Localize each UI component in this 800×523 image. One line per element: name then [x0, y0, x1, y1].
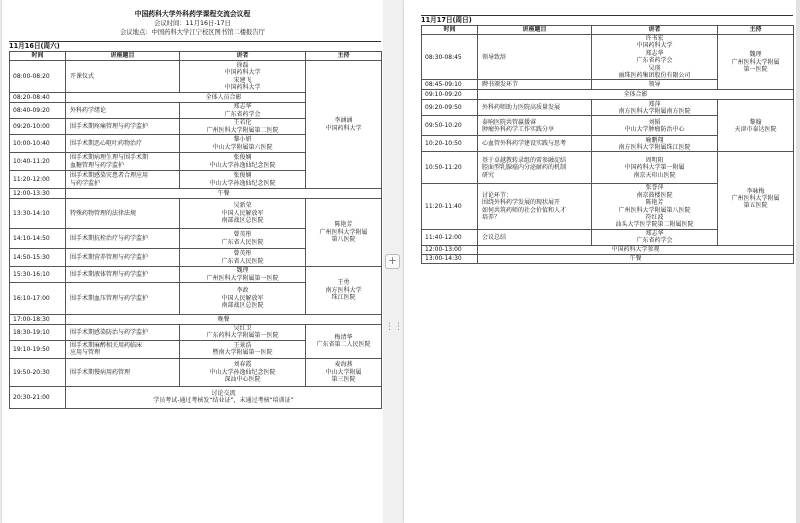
text-line: 开课仪式 — [70, 72, 95, 80]
text-line: 中山大学肿瘤防治中心 — [624, 125, 685, 133]
text-line: 全体人员合影 — [205, 93, 242, 101]
text-line: 中国人民解放军 — [221, 209, 264, 217]
text-line: 广东省人民医院 — [221, 257, 264, 265]
time-cell: 08:30-08:45 — [422, 35, 478, 80]
speaker-cell — [180, 135, 306, 153]
text-line: 李政 — [236, 287, 249, 295]
text-line: 许书宏 — [645, 35, 664, 42]
merged-cell — [478, 254, 794, 263]
text-line: 围手术期慢病用药管理 — [70, 368, 131, 376]
text-line: 泰响医院共管赢援睿 — [482, 118, 537, 126]
topic-cell — [66, 153, 180, 171]
text-line: 围手术期感染灾患者合理应用 — [70, 172, 149, 180]
day2-section — [421, 15, 793, 264]
text-line: 第八医院 — [331, 236, 356, 244]
schedule-row — [10, 267, 382, 283]
text-line: 吴瑛 — [648, 64, 661, 72]
text-line: 王若伦 — [233, 119, 252, 127]
header-speaker: 讲者 — [592, 26, 718, 35]
time-cell: 11:40-12:00 — [422, 229, 478, 245]
text-line: 午餐 — [629, 255, 642, 263]
schedule-row — [422, 245, 794, 254]
text-line: 吴红卫 — [233, 325, 252, 332]
speaker-cell — [592, 152, 718, 184]
text-line: 曾英彤 — [233, 250, 252, 258]
time-cell: 10:20-10:50 — [422, 136, 478, 152]
merged-cell — [66, 93, 382, 103]
text-line: 外科药学绪论 — [70, 106, 107, 114]
time-cell: 08:45-09:10 — [422, 80, 478, 90]
host-cell — [306, 325, 382, 359]
drag-handle-icon[interactable]: ⋮⋮ — [385, 322, 403, 332]
time-cell: 10:50-11:20 — [422, 152, 478, 184]
time-cell: 08:20-08:40 — [10, 93, 66, 103]
text-line: 王景浩 — [233, 341, 252, 349]
text-line: 丽珠医药集团股份有限公司 — [618, 72, 691, 80]
merged-cell — [478, 245, 794, 254]
host-cell — [306, 199, 382, 267]
time-cell: 12:00-13:00 — [422, 245, 478, 254]
text-line: 特殊药物管理的法律法规 — [70, 209, 137, 217]
text-line: 南部战区总医院 — [221, 217, 264, 225]
text-line: 张誉萍 — [645, 184, 664, 192]
speaker-cell — [180, 61, 306, 93]
text-line: 魏理 — [749, 51, 762, 59]
text-line: 全体合影 — [623, 91, 648, 99]
text-line: 汕头大学医学院第二附属医院 — [615, 221, 694, 229]
time-cell: 19:10-19:50 — [10, 340, 66, 358]
text-line: 梅清华 — [334, 334, 353, 341]
text-line: 周明阳 — [645, 156, 664, 164]
host-cell — [718, 35, 794, 90]
topic-cell — [66, 103, 180, 119]
topic-cell — [66, 61, 180, 93]
topic-cell — [66, 119, 180, 135]
text-line: 中山大学孙逸仙纪念医院 — [209, 179, 276, 187]
text-line: 如何共筑药师的社会价值和人才 — [482, 206, 567, 214]
speaker-cell — [592, 229, 718, 245]
text-line: 陈艳芳 — [334, 221, 353, 229]
merged-cell — [478, 90, 794, 100]
day2-label: 11月17日(周日) — [421, 15, 793, 25]
text-line: 午餐 — [217, 189, 230, 197]
topic-cell — [478, 229, 592, 245]
topic-cell — [66, 229, 180, 249]
header-topic: 讲座题目 — [66, 52, 180, 61]
time-cell: 08:00-08:20 — [10, 61, 66, 93]
speaker-cell — [180, 283, 306, 315]
speaker-cell — [180, 358, 306, 386]
text-line: 围手术期血压管理与药学监护 — [70, 294, 149, 302]
text-line: 广州医科大学附属第八医院 — [618, 206, 691, 214]
speaker-cell — [180, 267, 306, 283]
schedule-row — [10, 315, 382, 325]
topic-cell — [66, 199, 180, 229]
text-line: 刘韬 — [648, 118, 661, 126]
schedule-row — [422, 35, 794, 80]
text-line: 广州医科大学附属 — [319, 228, 368, 236]
topic-cell — [66, 325, 180, 341]
text-line: 广州医科大学附属第一医院 — [206, 274, 279, 282]
header-time: 时间 — [422, 26, 478, 35]
host-cell — [306, 358, 382, 386]
text-line: 中国药科大学参观 — [611, 246, 660, 254]
text-line: 王勇 — [337, 279, 350, 287]
text-line: 中山大学孙逸仙纪念医院 — [209, 368, 276, 376]
text-line: 领导致辞 — [482, 53, 507, 61]
topic-cell — [478, 184, 592, 229]
text-line: 陈艳芳 — [645, 199, 664, 207]
text-line: 围手术期病理生理与围手术期 — [70, 154, 149, 162]
topic-cell — [66, 171, 180, 189]
time-cell: 14:50-15:30 — [10, 249, 66, 267]
topic-cell — [66, 135, 180, 153]
text-line: 围手术期抗栓治疗与药学监护 — [70, 234, 149, 242]
text-line: 徐磊 — [236, 61, 249, 69]
time-cell: 09:50-10:20 — [422, 116, 478, 136]
speaker-cell — [180, 153, 306, 171]
text-line: 研究 — [482, 171, 495, 179]
text-line: 南部战区总医院 — [221, 302, 264, 310]
text-line: 腔面型乳腺癌内分泌耐药的机制 — [482, 164, 567, 172]
text-line: 曾英彤 — [233, 231, 252, 239]
host-cell — [718, 152, 794, 245]
schedule-row — [422, 254, 794, 263]
text-line: 喻鹏翔 — [645, 136, 664, 144]
time-cell: 12:00-13:30 — [10, 189, 66, 199]
document-page-right — [404, 0, 800, 523]
vertical-scrollbar[interactable] — [796, 0, 800, 523]
text-line: 围手术期疼痛管理与药学监护 — [70, 122, 149, 130]
text-line: 吴新荣 — [233, 202, 252, 210]
text-line: 围手术期感染防治与药学监护 — [70, 328, 149, 336]
text-line: 李涵涵 — [334, 117, 353, 125]
topic-cell — [478, 35, 592, 80]
speaker-cell — [592, 116, 718, 136]
text-line: 深汕中心医院 — [224, 376, 261, 384]
text-line: 南京天印山医院 — [633, 171, 676, 179]
text-line: 南方医科大学附属南方医院 — [618, 107, 691, 115]
header-speaker: 讲者 — [180, 52, 306, 61]
text-line: 魏理 — [236, 267, 249, 275]
speaker-cell — [180, 249, 306, 267]
text-line: 聘书颁发环节 — [482, 81, 519, 89]
time-cell: 10:00-10:40 — [10, 135, 66, 153]
text-line: 符红波 — [645, 214, 664, 222]
text-line: 郑志华 — [645, 229, 664, 237]
text-line: 广东省人民医院 — [221, 238, 264, 246]
text-line: 中国药科大学 — [636, 42, 673, 50]
speaker-cell — [180, 229, 306, 249]
text-line: 肿瘤外科药学工作实践分享 — [482, 125, 555, 133]
topic-cell — [66, 283, 180, 315]
schedule-row — [422, 90, 794, 100]
speaker-cell — [180, 103, 306, 119]
text-line: 讨论环节： — [482, 191, 513, 199]
text-line: 外科药师助力医院高质量发展 — [482, 104, 561, 112]
text-line: 晚餐 — [217, 315, 230, 323]
header-host: 主持 — [306, 52, 382, 61]
text-line: 郑志华 — [645, 49, 664, 57]
text-line: 第五医院 — [743, 202, 768, 210]
text-line: 围手术期恶心呕吐药物治疗 — [70, 139, 143, 147]
speaker-cell — [592, 80, 718, 90]
text-line: 郑志华 — [233, 103, 252, 111]
text-line: 珠江医院 — [331, 294, 356, 302]
text-line: 南京鼓楼医院 — [636, 191, 673, 199]
text-line: 南方医科大学 — [325, 286, 362, 294]
text-line: 广东省药学会 — [636, 57, 673, 65]
day1-schedule-table — [9, 51, 382, 409]
table-header-row — [10, 52, 382, 61]
text-line: 会议总结 — [482, 233, 507, 241]
schedule-row — [10, 199, 382, 229]
meeting-date: 会议时间：11月16日-17日 — [154, 20, 231, 27]
text-line: 围绕外科药学发展的现状展开 — [482, 199, 561, 207]
schedule-row — [10, 93, 382, 103]
time-cell: 11:20-12:00 — [10, 171, 66, 189]
text-line: 宋建飞 — [233, 76, 252, 84]
speaker-cell — [180, 325, 306, 341]
header-topic: 讲座题目 — [478, 26, 592, 35]
host-cell — [306, 61, 382, 189]
text-line: 广州医科大学附属 — [731, 58, 780, 66]
time-cell: 19:50-20:30 — [10, 358, 66, 386]
text-line: 培养？ — [482, 214, 501, 222]
time-cell: 11:20-11:40 — [422, 184, 478, 229]
text-line: 中国药科大学第一附属 — [624, 164, 685, 172]
time-cell: 08:40-09:20 — [10, 103, 66, 119]
text-line: 暨南大学附属第一医院 — [212, 349, 273, 357]
text-line: 广东省第二人民医院 — [316, 341, 371, 349]
text-line: 广州医科大学附属 — [731, 194, 780, 202]
time-cell: 17:00-18:30 — [10, 315, 66, 325]
merged-cell — [66, 386, 382, 408]
text-line: 应用与管理 — [70, 349, 101, 357]
schedule-row — [10, 386, 382, 408]
time-cell: 09:20-10:00 — [10, 119, 66, 135]
text-line: 围手术期麻醉相关用药临床 — [70, 341, 143, 349]
text-line: 与药学监护 — [70, 179, 101, 187]
text-line: 天津市泰达医院 — [734, 125, 777, 133]
merged-cell — [66, 189, 382, 199]
text-line: 黎翰 — [749, 118, 762, 126]
add-page-icon[interactable]: + — [385, 254, 400, 269]
time-cell: 10:40-11:20 — [10, 153, 66, 171]
table-header-row — [422, 26, 794, 35]
text-line: 中国药科大学 — [224, 83, 261, 91]
topic-cell — [478, 136, 592, 152]
header-host: 主持 — [718, 26, 794, 35]
topic-cell — [66, 340, 180, 358]
time-cell: 20:30-21:00 — [10, 386, 66, 408]
time-cell: 09:10-09:20 — [422, 90, 478, 100]
text-line: 广东省药学会 — [636, 237, 673, 245]
text-line: 广东药科大学附属第一医院 — [206, 332, 279, 340]
time-cell: 18:30-19:10 — [10, 325, 66, 341]
time-cell: 15:30-16:10 — [10, 267, 66, 283]
text-line: 血糖管理与药学监护 — [70, 161, 125, 169]
day2-schedule-table — [421, 25, 794, 264]
schedule-row — [422, 152, 794, 184]
text-line: 领导 — [648, 81, 661, 89]
text-line: 中山大学附属 — [325, 368, 362, 376]
day1-section — [9, 41, 381, 409]
text-line: 第三医院 — [331, 376, 356, 384]
host-cell — [306, 267, 382, 315]
host-cell — [718, 100, 794, 152]
text-line: 广东省药学会 — [224, 110, 261, 118]
text-line: 李咏梅 — [746, 187, 765, 195]
time-cell: 16:10-17:00 — [10, 283, 66, 315]
document-page-left — [2, 0, 383, 523]
schedule-row — [10, 325, 382, 341]
text-line: 学员考试-通过考核发“结业证”，未通过考核“培训证” — [153, 397, 294, 405]
text-line: 中国人民解放军 — [221, 294, 264, 302]
topic-cell — [478, 100, 592, 116]
text-line: 心血管外科药学建设实践与思考 — [482, 140, 567, 148]
speaker-cell — [180, 171, 306, 189]
schedule-row — [10, 358, 382, 386]
topic-cell — [478, 152, 592, 184]
topic-cell — [478, 116, 592, 136]
time-cell: 09:20-09:50 — [422, 100, 478, 116]
text-line: 张俊娴 — [233, 154, 252, 162]
meeting-venue: 会议地点：中国药科大学江宁校区图书馆二楼报告厅 — [120, 29, 265, 36]
speaker-cell — [592, 100, 718, 116]
text-line: 广州医科大学附属第二医院 — [206, 126, 279, 134]
text-line: 张俊娴 — [233, 172, 252, 180]
text-line: 围手术期营养管理与药学监护 — [70, 253, 149, 261]
text-line: 麦海燕 — [334, 361, 353, 369]
merged-cell — [66, 315, 382, 325]
schedule-row — [10, 61, 382, 93]
speaker-cell — [180, 119, 306, 135]
text-line: 围手术期液体管理与药学监护 — [70, 270, 149, 278]
speaker-cell — [592, 35, 718, 80]
text-line: 黎小妍 — [233, 136, 252, 144]
text-line: 刘春霞 — [233, 361, 252, 369]
text-line: 南方医科大学附属珠江医院 — [618, 143, 691, 151]
text-line: 中山大学附属第六医院 — [212, 143, 273, 151]
topic-cell — [66, 249, 180, 267]
topic-cell — [478, 80, 592, 90]
text-line: 中国药科大学 — [325, 124, 362, 132]
speaker-cell — [592, 136, 718, 152]
schedule-row — [10, 189, 382, 199]
document-title: 中国药科大学外科药学课程交流会议程 — [134, 10, 251, 18]
time-cell: 14:10-14:50 — [10, 229, 66, 249]
speaker-cell — [592, 184, 718, 229]
text-line: 基于卓越教转录组的雷参融淀结 — [482, 156, 567, 164]
schedule-row — [422, 100, 794, 116]
time-cell: 13:00-14:30 — [422, 254, 478, 263]
topic-cell — [66, 358, 180, 386]
time-cell: 13:30-14:10 — [10, 199, 66, 229]
day1-label: 11月16日(周六) — [9, 41, 381, 51]
topic-cell — [66, 267, 180, 283]
text-line: 讨论交流 — [211, 389, 236, 397]
text-line: 第一医院 — [743, 65, 768, 73]
text-line: 中山大学孙逸仙纪念医院 — [209, 161, 276, 169]
text-line: 中国药科大学 — [224, 69, 261, 77]
text-line: 郑萍 — [648, 100, 661, 108]
header-time: 时间 — [10, 52, 66, 61]
speaker-cell — [180, 340, 306, 358]
speaker-cell — [180, 199, 306, 229]
